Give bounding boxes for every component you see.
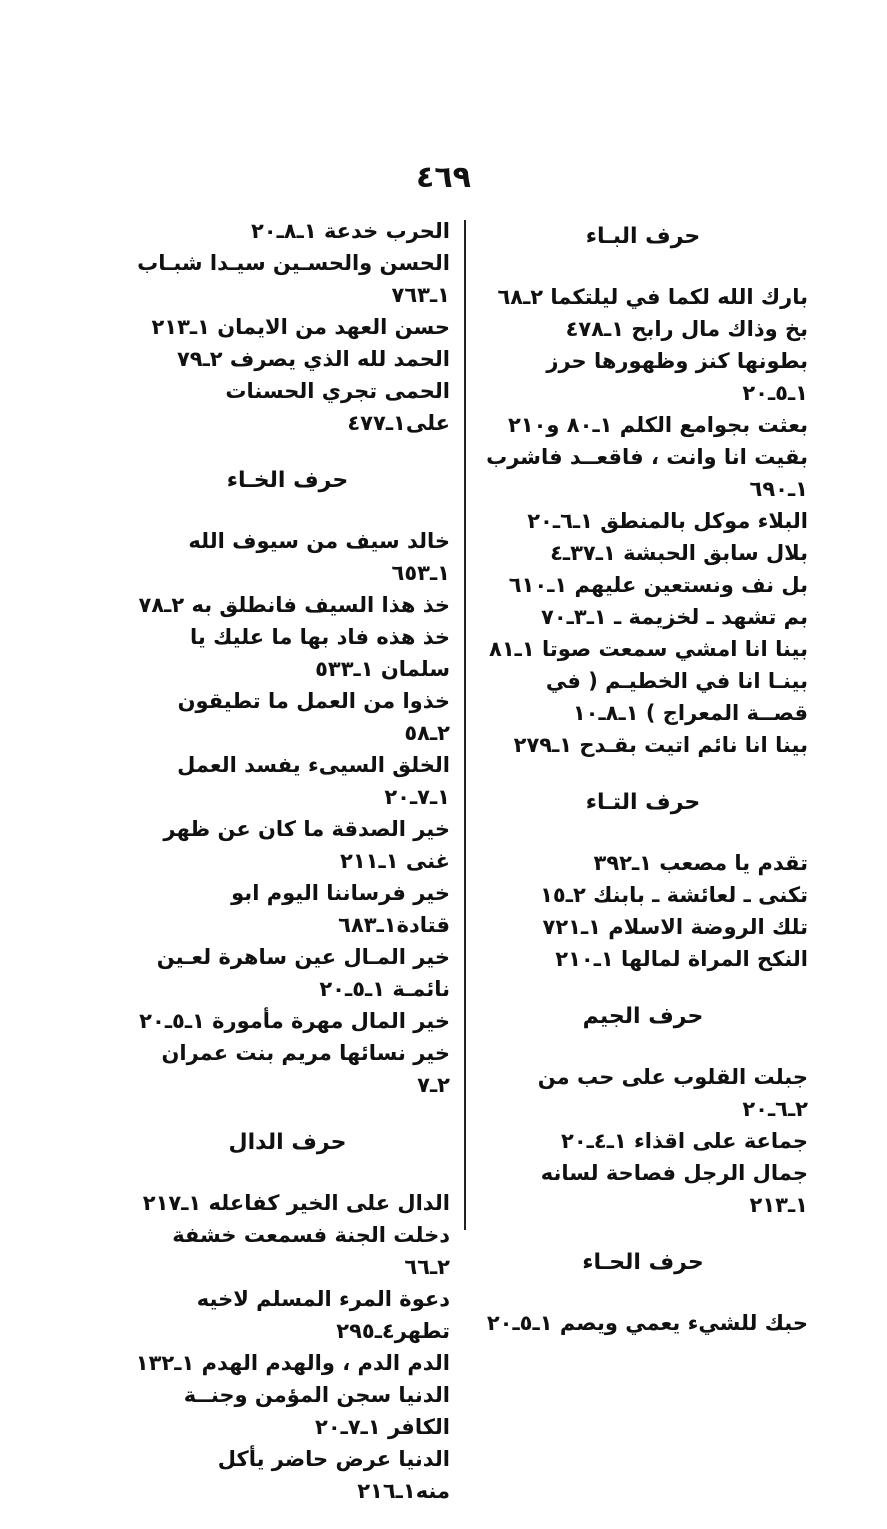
index-entry: بل نف ونستعين عليهم ١ـ٦١٠	[508, 573, 808, 597]
index-entry: بينا انا نائم اتيت بقـدح ١ـ٢٧٩	[513, 733, 808, 757]
index-entry: تقدم يا مصعب ١ـ٣٩٢	[593, 851, 808, 875]
index-section	[478, 1243, 808, 1339]
index-entry: الدنيا عرض حاضر يأكل منه١ـ٢١٦	[217, 1447, 450, 1503]
index-entry: الدم الدم ، والهدم الهدم ١ـ١٣٢	[135, 1351, 450, 1375]
index-entry: حبك للشيء يعمي ويصم ١ـ٥ـ٢٠	[486, 1311, 808, 1335]
index-entry: النكح المراة لمالها ١ـ٢١٠	[555, 947, 808, 971]
index-entry: بينـا انا في الخطيـم ( في قصــة المعراج ) ١ـ٨ـ١٠	[545, 669, 808, 725]
index-entry: خذ هذه فاد بها ما عليك يا سلمان ١ـ٥٣٣	[190, 625, 450, 681]
index-entry: خالد سيف من سيوف الله ١ـ٦٥٣	[188, 529, 450, 585]
index-entry: بم تشهد ـ لخزيمة ـ ١ـ٣ـ٧٠	[541, 605, 808, 629]
index-section	[478, 783, 808, 975]
column-divider	[464, 220, 466, 1230]
index-entry: دخلت الجنة فسمعت خشفة ٢ـ٦٦	[172, 1223, 450, 1279]
index-entry: تلك الروضة الاسلام ١ـ٧٢١	[542, 915, 808, 939]
index-entry: الحرب خدعة ١ـ٨ـ٢٠	[250, 219, 450, 243]
index-entry: دعوة المرء المسلم لاخيه تطهر٤ـ٢٩٥	[196, 1287, 450, 1343]
index-entry: بقيت انا وانت ، فاقعــد فاشرب ١ـ٦٩٠	[486, 445, 808, 501]
index-entry: جماعة على اقذاء ١ـ٤ـ٢٠	[561, 1129, 808, 1153]
index-entry: خذ هذا السيف فانطلق به ٢ـ٧٨	[138, 593, 450, 617]
index-entry: خير نسائها مريم بنت عمران ٢ـ٧	[161, 1041, 450, 1097]
index-entry: بلال سابق الحبشة ١ـ٣٧ـ٤	[550, 541, 808, 565]
index-section	[125, 461, 450, 1101]
index-entry: بخ وذاك مال رابح ١ـ٤٧٨	[565, 317, 808, 341]
section-heading: حرف الدال	[228, 1130, 347, 1155]
index-entry: الدنيا سجن المؤمن وجنــة الكافر ١ـ٧ـ٢٠	[183, 1383, 450, 1439]
section-heading: حرف التـاء	[585, 790, 701, 815]
index-entry: بعثت بجوامع الكلم ١ـ٨٠ و٢١٠	[507, 413, 808, 437]
index-section	[478, 997, 808, 1221]
index-entry: خير الصدقة ما كان عن ظهر غنى ١ـ٢١١	[163, 817, 450, 873]
index-entry: بارك الله لكما في ليلتكما ٢ـ٦٨	[497, 285, 808, 309]
index-entry: الحسن والحسـين سيـدا شبـاب ١ـ٧٦٣	[137, 251, 450, 307]
index-entry: تكنى ـ لعائشة ـ بابنك ٢ـ١٥	[540, 883, 808, 907]
page-number: ٤٦٩	[416, 160, 471, 195]
index-entry: جبلت القلوب على حب من ٢ـ٦ـ٢٠	[537, 1065, 808, 1121]
index-entry: خذوا من العمل ما تطيقون ٢ـ٥٨	[177, 689, 450, 745]
section-heading: حرف الخـاء	[226, 468, 349, 493]
right-column	[478, 215, 808, 1361]
index-entry: الحمد لله الذي يصرف ٢ـ٧٩	[176, 347, 450, 371]
index-entry: حسن العهد من الايمان ١ـ٢١٣	[151, 315, 450, 339]
section-heading: حرف البـاء	[585, 224, 701, 249]
index-entry: الحمى تجري الحسنات على١ـ٤٧٧	[225, 379, 450, 435]
index-section	[478, 217, 808, 761]
left-column	[125, 215, 450, 1529]
section-heading: حرف الحـاء	[582, 1250, 704, 1275]
index-section	[125, 1123, 450, 1507]
index-entry: خير المـال عين ساهرة لعـين نائمـة ١ـ٥ـ٢٠	[156, 945, 450, 1001]
index-entry: خير فرساننا اليوم ابو قتادة١ـ٦٨٣	[231, 881, 450, 937]
index-entry: الخلق السيىء يفسد العمل ١ـ٧ـ٢٠	[177, 753, 450, 809]
section-heading: حرف الجيم	[582, 1004, 704, 1029]
index-entry: الدال على الخير كفاعله ١ـ٢١٧	[142, 1191, 450, 1215]
index-entry: بطونها كنز وظهورها حرز ١ـ٥ـ٢٠	[546, 349, 808, 405]
index-section	[125, 215, 450, 439]
index-entry: بينا انا امشي سمعت صوتا ١ـ٨١	[489, 637, 808, 661]
index-entry: جمال الرجل فصاحة لسانه ١ـ٢١٣	[540, 1161, 808, 1217]
index-entry: خير المال مهرة مأمورة ١ـ٥ـ٢٠	[139, 1009, 450, 1033]
index-entry: البلاء موكل بالمنطق ١ـ٦ـ٢٠	[527, 509, 808, 533]
